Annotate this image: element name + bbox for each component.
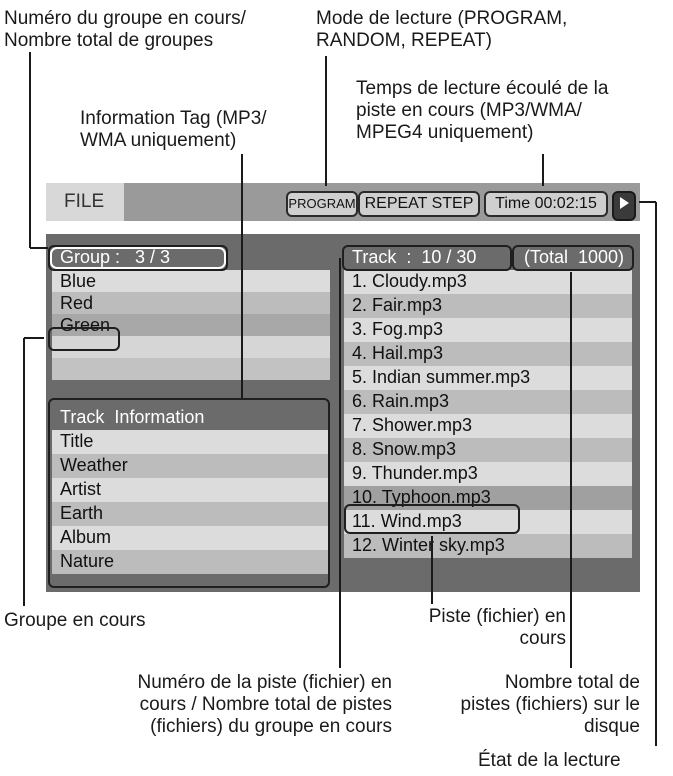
track-item[interactable]: 12. Winter sky.mp3 [344, 534, 632, 558]
track-header: Track : 10 / 30 [344, 246, 514, 270]
total-header: (Total 1000) [516, 246, 632, 270]
label-elapsed-time: Temps de lecture écoulé de la piste en cours (MP3/WMA/ MPEG4 uniquement) [356, 78, 609, 143]
track-item[interactable]: 4. Hail.mp3 [344, 342, 632, 366]
track-item[interactable]: 11. Wind.mp3 [344, 510, 632, 534]
track-info-row: Nature [52, 550, 330, 574]
label-total-tracks: Nombre total de pistes (fichiers) sur le disque [460, 672, 640, 737]
track-info-row: Title [52, 430, 330, 454]
track-item[interactable]: 1. Cloudy.mp3 [344, 270, 632, 294]
time-badge: Time 00:02:15 [484, 191, 608, 217]
label-track-number: Numéro de la piste (fichier) en cours / Nombre total de pistes (fichiers) du groupe en cours [137, 672, 392, 737]
label-play-state: État de la lecture [478, 750, 621, 771]
track-item[interactable]: 5. Indian summer.mp3 [344, 366, 632, 390]
label-group-number: Numéro du groupe en cours/ Nombre total de groupes [4, 8, 246, 51]
track-item[interactable]: 6. Rain.mp3 [344, 390, 632, 414]
track-item[interactable]: 2. Fair.mp3 [344, 294, 632, 318]
group-item[interactable]: Green [52, 314, 330, 336]
label-current-group: Groupe en cours [4, 610, 146, 631]
group-header: Group : 3 / 3 [52, 246, 330, 270]
track-info-row: Artist [52, 478, 330, 502]
label-play-mode: Mode de lecture (PROGRAM, RANDOM, REPEAT) [316, 8, 568, 51]
track-info-header: Track Information [52, 406, 330, 430]
repeat-badge: REPEAT STEP [358, 191, 480, 217]
track-item[interactable]: 9. Thunder.mp3 [344, 462, 632, 486]
file-tab: FILE [46, 183, 124, 221]
label-tag-info: Information Tag (MP3/ WMA uniquement) [80, 108, 267, 151]
track-item[interactable]: 8. Snow.mp3 [344, 438, 632, 462]
program-badge: PROGRAM [286, 191, 358, 217]
track-info-row: Weather [52, 454, 330, 478]
label-current-track: Piste (fichier) en cours [428, 606, 566, 649]
track-info-row: Album [52, 526, 330, 550]
track-item[interactable]: 10. Typhoon.mp3 [344, 486, 632, 510]
track-item[interactable]: 7. Shower.mp3 [344, 414, 632, 438]
track-item[interactable]: 3. Fog.mp3 [344, 318, 632, 342]
track-info-row: Earth [52, 502, 330, 526]
group-item[interactable]: Red [52, 292, 330, 314]
group-item[interactable]: Blue [52, 270, 330, 292]
